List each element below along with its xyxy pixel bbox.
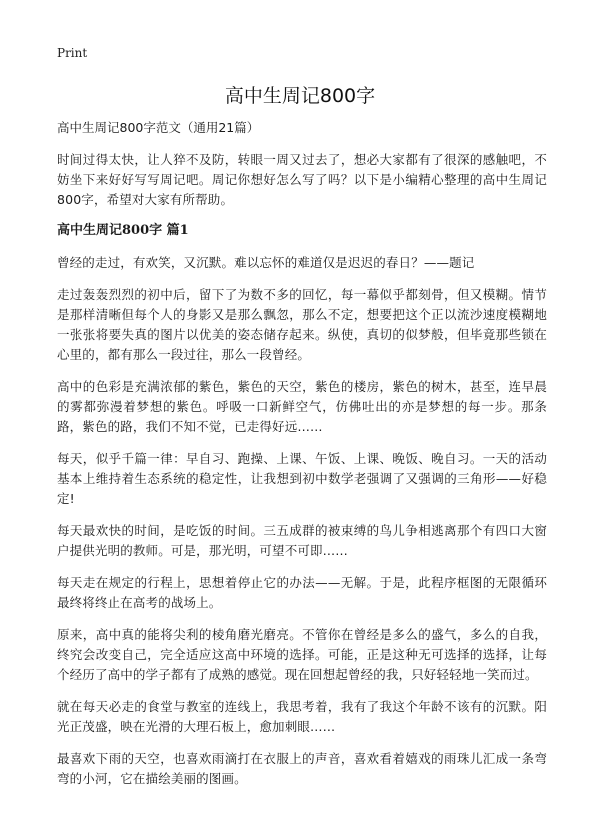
paragraph: 最喜欢下雨的天空，也喜欢雨滴打在衣服上的声音，喜欢看着嬉戏的雨珠儿汇成一条弯弯的小河，它在描绘美丽的图画。 bbox=[57, 751, 547, 786]
paragraph: 每天，似乎千篇一律：早自习、跑操、上课、午饭、上课、晚饭、晚自习。一天的活动基本上维持着生态系统的稳定性，让我想到初中数学老强调了又强调的三角形——好稳定! bbox=[57, 451, 547, 506]
intro-paragraph: 时间过得太快，让人猝不及防，转眼一周又过去了，想必大家都有了很深的感触吧，不妨坐下来好好写写周记吧。周记你想好怎么写了吗？以下是小编精心整理的高中生周记800字，希望对大家有所帮助。 bbox=[57, 152, 547, 207]
paragraph: 每天走在规定的行程上，思想着停止它的办法——无解。于是，此程序框图的无限循环最终将终止在高考的战场上。 bbox=[57, 575, 547, 610]
paragraph: 原来，高中真的能将尖利的棱角磨光磨亮。不管你在曾经是多么的盛气，多么的自我，终究会改变自己，完全适应这高中环境的选择。可能，正是这种无可选择的选择，让每个经历了高中的学子都有了成熟的感觉。现在回想起曾经的我，只好轻轻地一笑而过。 bbox=[57, 627, 547, 682]
article-body bbox=[57, 119, 547, 801]
paragraph: 走过轰轰烈烈的初中后，留下了为数不多的回忆，每一幕似乎都刻骨，但又模糊。情节是那样清晰但每个人的身影又是那么飘忽，那么不定，想要把这个正以流沙速度模糊地一张张将要失真的图片以优美的姿态储存起来。纵使，真切的似梦般，但毕竟那些锁在心里的，都有那么一段过往，那么一段曾经。 bbox=[57, 287, 547, 362]
paragraph: 高中的色彩是充满浓郁的紫色，紫色的天空，紫色的楼房，紫色的树木，甚至，连早晨的雾都弥漫着梦想的紫色。呼吸一口新鲜空气，仿佛吐出的亦是梦想的每一步。那条路，紫色的路，我们不知不觉，已走得好远…… bbox=[57, 379, 547, 434]
print-link[interactable]: Print bbox=[57, 46, 88, 60]
page-title: 高中生周记800字 bbox=[224, 85, 376, 107]
paragraph: 每天最欢快的时间，是吃饭的时间。三五成群的被束缚的鸟儿争相逃离那个有四口大窗户提供光明的教师。可是，那光明，可望不可即…… bbox=[57, 523, 547, 558]
paragraph: 曾经的走过，有欢笑，又沉默。难以忘怀的难道仅是迟迟的春日？——题记 bbox=[57, 255, 475, 270]
article-subtitle: 高中生周记800字范文（通用21篇） bbox=[57, 120, 260, 135]
section-heading: 高中生周记800字 篇1 bbox=[57, 223, 189, 238]
paragraph: 就在每天必走的食堂与教室的连线上，我思考着，我有了我这个年龄不该有的沉默。阳光正茂盛，映在光滑的大理石板上，愈加刺眼…… bbox=[57, 699, 547, 734]
